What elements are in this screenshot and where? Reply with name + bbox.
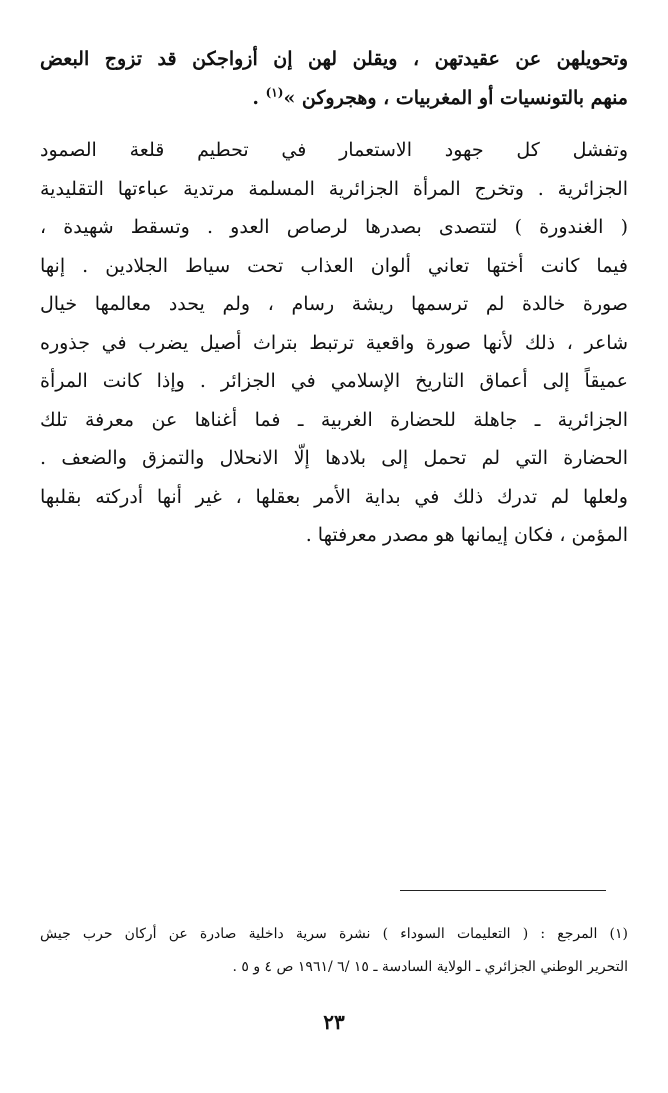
text-line-11: الحضارة التي لم تحمل إلى بلادها إلّا الانحلال والتمزق والضعف . xyxy=(40,447,628,469)
text-line-3: وتفشل كل جهود الاستعمار في تحطيم قلعة الصمود xyxy=(40,139,628,161)
text-line-2 xyxy=(40,79,628,118)
text-line-1: وتحويلهن عن عقيدتهن ، ويقلن لهن إن أزواجكن قد تزوج البعض xyxy=(40,48,628,70)
text-line-8: شاعر ، ذلك لأنها صورة واقعية ترتبط بتراث أصيل يضرب في جذوره xyxy=(40,331,628,354)
footnote-line-1: (١) المرجع : ( التعليمات السوداء ) نشرة سرية داخلية صادرة عن أركان حرب جيش xyxy=(40,926,628,942)
footnotes xyxy=(40,918,628,984)
text-line-5: ( الغندورة ) لتتصدى بصدرها لرصاص العدو . وتسقط شهيدة ، xyxy=(40,216,628,238)
text-line-10: الجزائرية ـ جاهلة للحضارة الغربية ـ فما أغناها عن معرفة تلك xyxy=(40,408,628,431)
text-line-2-end: . xyxy=(252,86,266,109)
footnote-divider xyxy=(400,890,606,891)
text-line-4: الجزائرية . وتخرج المرأة الجزائرية المسلمة مرتدية عباءتها التقليدية xyxy=(40,177,628,200)
page-number: ٢٣ xyxy=(323,1010,345,1034)
footnote-reference: (١) xyxy=(265,85,284,100)
text-line-9: عميقاً إلى أعماق التاريخ الإسلامي في الجزائر . وإذا كانت المرأة xyxy=(40,370,628,392)
text-line-12: ولعلها لم تدرك ذلك في بداية الأمر بعقلها ، غير أنها أدركته بقلبها xyxy=(40,485,628,508)
footnote-line-2: التحرير الوطني الجزائري ـ الولاية السادسة ـ ١٥ /٦ /١٩٦١ ص ٤ و ٥ . xyxy=(232,959,628,975)
text-line-2-content: منهم بالتونسيات أو المغربيات ، وهجروكن » xyxy=(283,86,628,109)
text-line-7: صورة خالدة لم ترسمها ريشة رسام ، ولم يحدد معالمها خيال xyxy=(40,293,628,315)
body-text xyxy=(40,40,628,555)
text-line-13: المؤمن ، فكان إيمانها هو مصدر معرفتها . xyxy=(305,524,628,546)
text-line-6: فيما كانت أختها تعاني ألوان العذاب تحت سياط الجلادين . إنها xyxy=(40,254,628,277)
